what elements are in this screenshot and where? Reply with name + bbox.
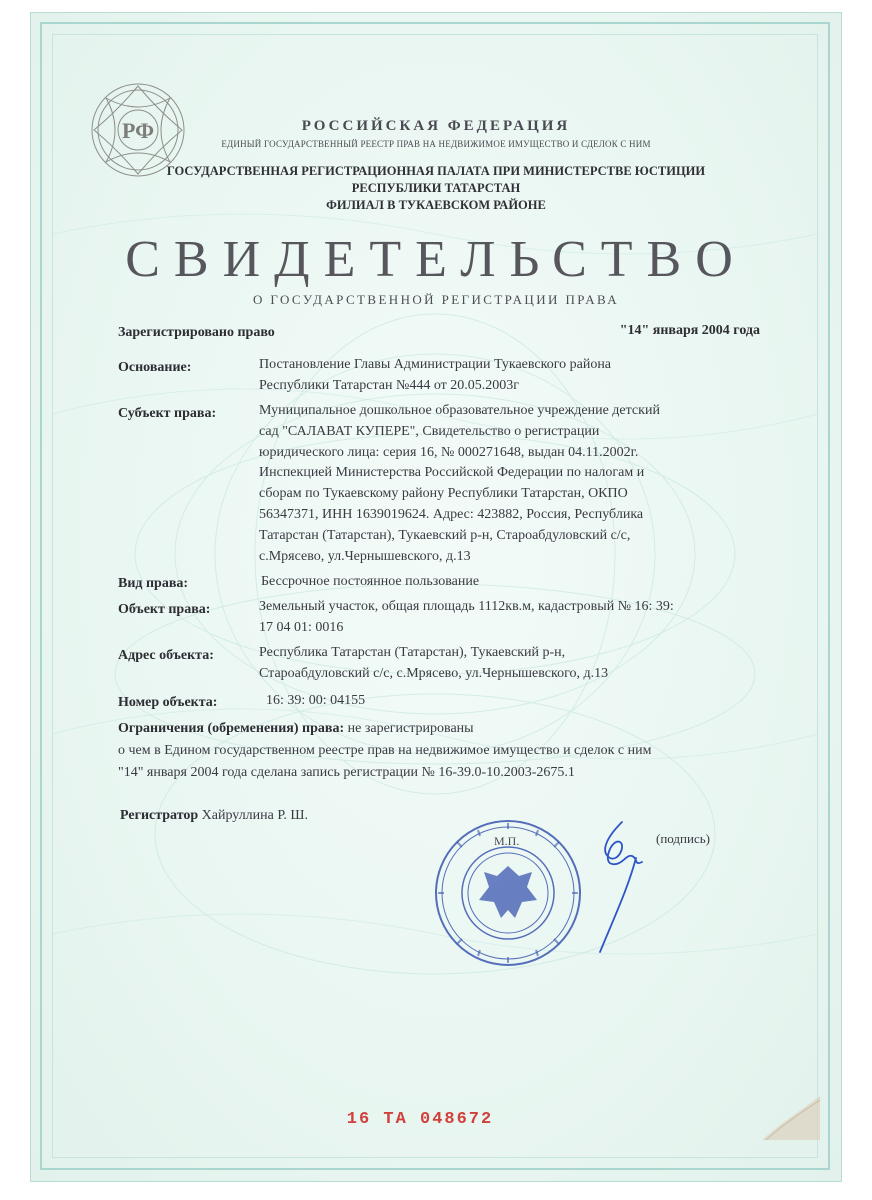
object-line: Земельный участок, общая площадь 1112кв.м, кадастровый № 16: 39: <box>259 599 674 614</box>
subject-label: Субъект права: <box>118 406 217 421</box>
registrar-label: Регистратор <box>120 808 199 823</box>
document-subtitle: О ГОСУДАРСТВЕННОЙ РЕГИСТРАЦИИ ПРАВА <box>252 292 620 307</box>
country-name: РОССИЙСКАЯ ФЕДЕРАЦИЯ <box>301 118 571 134</box>
object-address-label: Адрес объекта: <box>118 648 214 663</box>
subject-line: с.Мрясево, ул.Чернышевского, д.13 <box>259 548 471 564</box>
subject-line: сборам по Тукаевскому району Республики Татарстан, ОКПО <box>259 486 628 502</box>
issuing-organization-line-1: ГОСУДАРСТВЕННАЯ РЕГИСТРАЦИОННАЯ ПАЛАТА ПРИ МИНИСТЕРСТВЕ ЮСТИЦИИ <box>166 164 706 178</box>
subject-line: юридического лица: серия 16, № 000271648, выдан 04.11.2002г. <box>259 444 639 460</box>
right-type-value: Бессрочное постоянное пользование <box>261 574 480 589</box>
issuing-organization-line-2: РЕСПУБЛИКИ ТАТАРСТАН <box>351 181 521 195</box>
subject-value <box>259 401 775 567</box>
page-curl-corner <box>752 1092 822 1142</box>
issuing-organization-line-3: ФИЛИАЛ В ТУКАЕВСКОМ РАЙОНЕ <box>326 198 546 212</box>
basis-line: Постановление Главы Администрации Тукаевского района <box>259 357 612 372</box>
document-serial-number: 16 ТА 048672 <box>346 1110 494 1129</box>
mp-seal-mark: М.П. <box>494 834 520 848</box>
address-line: Республика Татарстан (Татарстан), Тукаевский р-н, <box>259 645 566 660</box>
object-label: Объект права: <box>118 602 211 617</box>
subject-line: Инспекцией Министерства Российской Федерации по налогам и <box>259 465 645 481</box>
subject-line: 56347371, ИНН 1639019624. Адрес: 423882, Россия, Республика <box>259 506 644 522</box>
registrar-name: Хайруллина Р. Ш. <box>201 808 309 823</box>
object-address-value <box>259 643 775 685</box>
basis-label: Основание: <box>118 360 192 375</box>
restrictions-label: Ограничения (обременения) права: <box>118 721 345 736</box>
subject-line: сад "САЛАВАТ КУПЕРЕ", Свидетельство о регистрации <box>259 423 600 439</box>
emblem-letters: РФ <box>122 118 154 143</box>
object-number-label: Номер объекта: <box>118 695 218 710</box>
basis-value <box>259 355 775 397</box>
address-line: Староабдуловский с/с, с.Мрясево, ул.Чернышевского, д.13 <box>259 665 609 681</box>
registered-right-label: Зарегистрировано право <box>118 325 275 340</box>
record-line-2: "14" января 2004 года сделана запись регистрации № 16-39.0-10.2003-2675.1 <box>118 765 575 780</box>
registrar-signature <box>592 818 652 958</box>
document-title: СВИДЕТЕЛЬСТВО <box>125 231 747 288</box>
right-type-label: Вид права: <box>118 576 189 591</box>
subject-line: Муниципальное дошкольное образовательное учреждение детский <box>259 403 660 418</box>
registration-date: "14" января 2004 года <box>619 323 760 338</box>
restrictions-value: не зарегистрированы <box>347 721 474 736</box>
subject-line: Татарстан (Татарстан), Тукаевский р-н, Староабдуловский с/с, <box>259 527 631 543</box>
object-number-value: 16: 39: 00: 04155 <box>266 693 366 708</box>
basis-line: Республики Татарстан №444 от 20.05.2003г <box>259 377 520 393</box>
object-line: 17 04 01: 0016 <box>259 619 344 635</box>
registrar-row <box>120 808 308 824</box>
restrictions-row <box>118 721 474 737</box>
signature-caption: (подпись) <box>656 831 710 846</box>
object-value <box>259 597 775 639</box>
record-line-1: о чем в Едином государственном реестре прав на недвижимое имущество и сделок с ним <box>118 743 652 758</box>
registry-name: ЕДИНЫЙ ГОСУДАРСТВЕННЫЙ РЕЕСТР ПРАВ НА НЕДВИЖИМОЕ ИМУЩЕСТВО И СДЕЛОК С НИМ <box>221 139 651 149</box>
